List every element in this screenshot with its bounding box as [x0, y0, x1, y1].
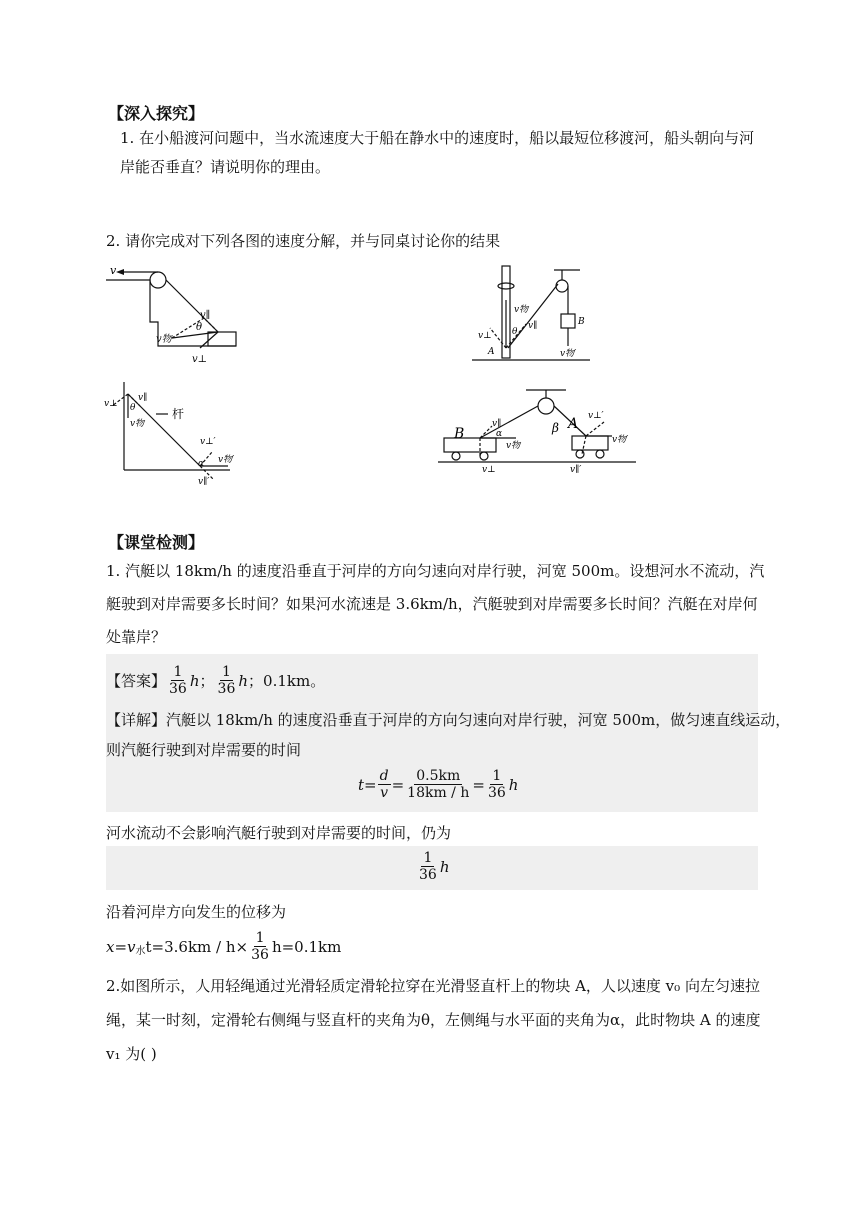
fig4-vpar-label: v∥ — [492, 419, 502, 429]
question-1-line2: 岸能否垂直？请说明你的理由。 — [120, 158, 331, 176]
fig2-theta-label: θ — [512, 327, 518, 337]
problem-1-line1: 1. 汽艇以 18km/h 的速度沿垂直于河岸的方向匀速向对岸行驶，河宽 500m。设想河水不流动，汽 — [106, 562, 765, 580]
fig2-A-label: A — [488, 347, 495, 357]
fig3-vobj2-label: v物′ — [218, 455, 235, 465]
fig4-B-label: B — [454, 426, 465, 442]
figure-2-diagram — [470, 262, 610, 370]
problem-2-line2: 绳，某一时刻，定滑轮右侧绳与竖直杆的夹角为θ，左侧绳与水平面的夹角为α，此时物块 A 的速度 — [106, 1011, 761, 1029]
equation-displacement: x=v 水 t=3.6km / h× $\frac{1}{36}$ h=0.1km — [106, 930, 342, 963]
figure-3-diagram — [100, 378, 250, 490]
problem-1-line3: 处靠岸？ — [106, 628, 167, 646]
question-2: 2. 请你完成对下列各图的速度分解，并与同桌讨论你的结果 — [106, 232, 501, 250]
section-heading-explore: 【深入探究】 — [108, 104, 205, 123]
figure-4-diagram — [436, 386, 642, 482]
fig1-theta-label: θ — [196, 322, 203, 333]
fig4-vobj-label: v物 — [506, 441, 521, 451]
fig2-B-label: B — [578, 317, 585, 327]
section-heading-check: 【课堂检测】 — [108, 533, 205, 552]
fig3-alpha-label: α — [198, 459, 205, 469]
problem-2-line1: 2.如图所示，人用轻绳通过光滑轻质定滑轮拉穿在光滑竖直杆上的物块 A，人以速度 v₀ 向左匀速拉 — [106, 977, 760, 995]
fig1-vperp-label: v⊥ — [192, 354, 208, 365]
fig4-A-label: A — [568, 416, 579, 432]
problem-2-line3: v₁ 为( ) — [106, 1045, 157, 1063]
equation-time-repeat: $\frac{1}{36}$ h — [419, 850, 450, 883]
fig2-vpar-label: v∥ — [528, 321, 538, 331]
answer-label: 【答案】 — [106, 671, 167, 690]
figure-1-diagram — [100, 258, 250, 373]
fig3-vperp-label: v⊥ — [104, 399, 118, 409]
fig2-vperp-label: v⊥ — [478, 331, 492, 341]
equation-time: t = $\frac{d}{v}$ = $\frac{0.5km}{18km / h}$ = $\frac{1}{36}$ h — [358, 768, 519, 801]
fig4-alpha-label: α — [496, 429, 503, 439]
answer-fraction-2: $\frac{1}{36}$ — [217, 664, 236, 697]
fig3-rod-label: 杆 — [172, 407, 185, 421]
fig3-vpar2-label: v∥′ — [198, 477, 210, 487]
problem-1-line2: 艇驶到对岸需要多长时间？如果河水流速是 3.6km/h，汽艇驶到对岸需要多长时间？汽艇在对岸何 — [106, 595, 758, 613]
detail-line2: 则汽艇行驶到对岸需要的时间 — [106, 741, 302, 759]
fig3-vpar-label: v∥ — [138, 393, 148, 403]
fig1-vobj-label: v物 — [156, 334, 172, 345]
fig4-beta-label: β — [552, 421, 559, 435]
answer-fraction-1: $\frac{1}{36}$ — [169, 664, 187, 697]
fig2-vobj-label: v物 — [514, 305, 529, 315]
fig2-vobjB-label: v物′ — [560, 349, 577, 359]
fig1-v-label: v — [110, 264, 117, 277]
answer-line: 【答案】 $\frac{1}{36}$ h ； $\frac{1}{36}$ h ；0.1km。 — [106, 664, 326, 697]
fig3-vobj-label: v物 — [130, 419, 145, 429]
fig4-vperp2-label: v⊥′ — [588, 411, 604, 421]
question-1-line1: 1. 在小船渡河问题中，当水流速度大于船在静水中的速度时，船以最短位移渡河，船头朝向与河 — [120, 129, 755, 147]
fig1-vpar-label: v∥ — [200, 310, 211, 321]
displacement-line: 沿着河岸方向发生的位移为 — [106, 903, 287, 921]
fig3-vperp2-label: v⊥′ — [200, 437, 216, 447]
fig3-theta-label: θ — [130, 403, 136, 413]
flow-line: 河水流动不会影响汽艇行驶到对岸需要的时间，仍为 — [106, 824, 452, 842]
fig4-vperp-label: v⊥ — [482, 465, 496, 475]
detail-line1: 【详解】汽艇以 18km/h 的速度沿垂直于河岸的方向匀速向对岸行驶，河宽 500m，做匀速直线运动， — [106, 711, 791, 729]
fig4-vobj2-label: v物′ — [612, 435, 629, 445]
fig4-vpar2-label: v∥′ — [570, 465, 582, 475]
